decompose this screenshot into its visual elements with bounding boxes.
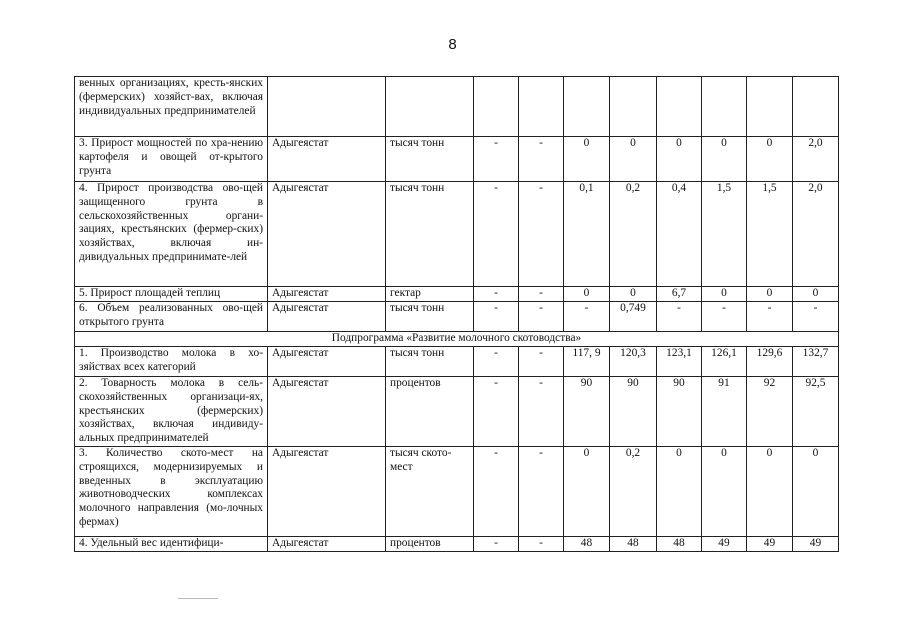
table-row — [75, 447, 839, 537]
value-cell: - — [519, 302, 564, 332]
value-cell: 0,2 — [610, 182, 657, 287]
value-cell: 48 — [610, 537, 657, 552]
value-cell: - — [474, 377, 519, 447]
value-cell: - — [793, 302, 839, 332]
value-cell: 0 — [564, 447, 610, 537]
unit-cell: тысяч ското-мест — [386, 447, 474, 537]
unit-cell: процентов — [386, 537, 474, 552]
unit-cell: тысяч тонн — [386, 137, 474, 182]
value-cell: 48 — [564, 537, 610, 552]
value-cell: 0,749 — [610, 302, 657, 332]
value-cell: 49 — [702, 537, 747, 552]
value-cell: 123,1 — [657, 347, 702, 377]
indicator-cell: 6. Объем реализованных ово-щей открытого грунта — [75, 302, 268, 332]
value-cell: 0 — [747, 137, 793, 182]
value-cell: - — [519, 182, 564, 287]
value-cell — [657, 77, 702, 137]
table-row — [75, 347, 839, 377]
value-cell: - — [474, 347, 519, 377]
value-cell: 92 — [747, 377, 793, 447]
value-cell: 0,4 — [657, 182, 702, 287]
value-cell — [610, 77, 657, 137]
value-cell: - — [657, 302, 702, 332]
agency-cell: Адыгеястат — [268, 377, 386, 447]
value-cell: - — [519, 537, 564, 552]
table-row — [75, 377, 839, 447]
indicator-cell: 1. Производство молока в хо-зяйствах всех категорий — [75, 347, 268, 377]
value-cell: 0 — [657, 447, 702, 537]
value-cell: - — [474, 537, 519, 552]
value-cell: 90 — [564, 377, 610, 447]
unit-cell: тысяч тонн — [386, 302, 474, 332]
value-cell: 0 — [702, 287, 747, 302]
value-cell: - — [519, 447, 564, 537]
value-cell: 0 — [564, 137, 610, 182]
value-cell: 0 — [610, 137, 657, 182]
value-cell: 132,7 — [793, 347, 839, 377]
value-cell: 0 — [610, 287, 657, 302]
value-cell: - — [519, 377, 564, 447]
value-cell: 2,0 — [793, 182, 839, 287]
value-cell: 0 — [702, 137, 747, 182]
agency-cell: Адыгеястат — [268, 447, 386, 537]
value-cell: 0,1 — [564, 182, 610, 287]
indicator-cell: 4. Прирост производства ово-щей защищенного грунта в сельскохозяйственных органи-зациях, крестьянских (фермер-ских) хозяйствах, включая ин-дивидуальных предпринимате-лей — [75, 182, 268, 287]
value-cell: 2,0 — [793, 137, 839, 182]
agency-cell: Адыгеястат — [268, 302, 386, 332]
value-cell: - — [747, 302, 793, 332]
value-cell: 120,3 — [610, 347, 657, 377]
value-cell: 0 — [747, 447, 793, 537]
indicator-cell: 4. Удельный вес идентифици- — [75, 537, 268, 552]
page-number: 8 — [448, 36, 457, 53]
value-cell: 49 — [793, 537, 839, 552]
value-cell: 126,1 — [702, 347, 747, 377]
unit-cell — [386, 77, 474, 137]
value-cell: - — [519, 287, 564, 302]
indicator-cell: 3. Прирост мощностей по хра-нению картофеля и овощей от-крытого грунта — [75, 137, 268, 182]
value-cell — [793, 77, 839, 137]
unit-cell: процентов — [386, 377, 474, 447]
table-body — [75, 77, 839, 552]
scan-artifact — [178, 598, 218, 599]
value-cell — [519, 77, 564, 137]
value-cell: 1,5 — [747, 182, 793, 287]
table-row — [75, 287, 839, 302]
agency-cell: Адыгеястат — [268, 347, 386, 377]
table-row — [75, 137, 839, 182]
value-cell: - — [702, 302, 747, 332]
value-cell: 129,6 — [747, 347, 793, 377]
value-cell — [474, 77, 519, 137]
value-cell: - — [519, 137, 564, 182]
value-cell: 0 — [793, 447, 839, 537]
value-cell: 48 — [657, 537, 702, 552]
table-row-continuation — [75, 77, 839, 137]
value-cell: 0,2 — [610, 447, 657, 537]
value-cell: 0 — [793, 287, 839, 302]
agency-cell: Адыгеястат — [268, 287, 386, 302]
unit-cell: гектар — [386, 287, 474, 302]
value-cell: 0 — [564, 287, 610, 302]
value-cell: 92,5 — [793, 377, 839, 447]
value-cell: 117, 9 — [564, 347, 610, 377]
agency-cell — [268, 77, 386, 137]
value-cell: 90 — [610, 377, 657, 447]
value-cell — [702, 77, 747, 137]
value-cell: - — [474, 182, 519, 287]
indicator-cell: 2. Товарность молока в сель-скохозяйственных организаци-ях, крестьянских (фермерских) хозяйствах, включая индивиду-альных предпринимателей — [75, 377, 268, 447]
indicator-cell: 5. Прирост площадей теплиц — [75, 287, 268, 302]
subprogram-row — [75, 332, 839, 347]
value-cell: 90 — [657, 377, 702, 447]
value-cell: - — [519, 347, 564, 377]
indicator-cell: 3. Количество ското-мест на строящихся, модернизируемых и введенных в эксплуатацию животноводческих комплексах молочного направления (мо-лочных фермах) — [75, 447, 268, 537]
value-cell: - — [474, 137, 519, 182]
agency-cell: Адыгеястат — [268, 137, 386, 182]
table-row — [75, 302, 839, 332]
value-cell: - — [564, 302, 610, 332]
value-cell: 1,5 — [702, 182, 747, 287]
agency-cell: Адыгеястат — [268, 537, 386, 552]
subprogram-title: Подпрограмма «Развитие молочного скотоводства» — [75, 332, 839, 347]
value-cell: 0 — [657, 137, 702, 182]
table-row — [75, 537, 839, 552]
value-cell — [564, 77, 610, 137]
value-cell — [747, 77, 793, 137]
indicators-table — [74, 76, 839, 552]
unit-cell: тысяч тонн — [386, 182, 474, 287]
agency-cell: Адыгеястат — [268, 182, 386, 287]
value-cell: 49 — [747, 537, 793, 552]
value-cell: 6,7 — [657, 287, 702, 302]
value-cell: - — [474, 447, 519, 537]
table-row — [75, 182, 839, 287]
value-cell: - — [474, 302, 519, 332]
unit-cell: тысяч тонн — [386, 347, 474, 377]
value-cell: 91 — [702, 377, 747, 447]
value-cell: - — [474, 287, 519, 302]
indicator-cell: венных организациях, кресть-янских (фермерских) хозяйст-вах, включая индивидуальных предпринимателей — [75, 77, 268, 137]
value-cell: 0 — [747, 287, 793, 302]
value-cell: 0 — [702, 447, 747, 537]
